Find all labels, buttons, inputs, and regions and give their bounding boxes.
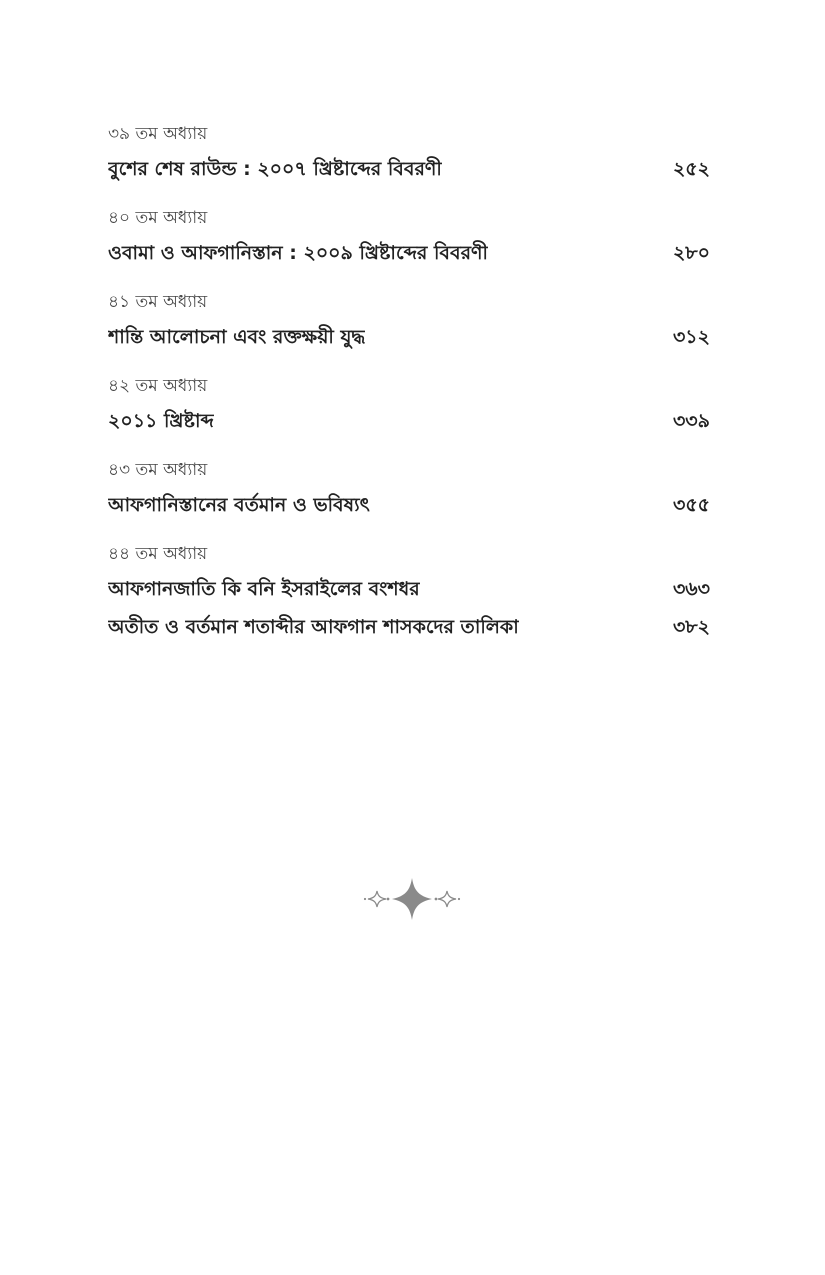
- toc-entry-page: ৩৩৯: [672, 410, 710, 432]
- toc-entry-title: ২০১১ খ্রিষ্টাব্দ: [108, 410, 214, 432]
- chapter-group-44: [108, 538, 710, 646]
- toc-entry-title: ওবামা ও আফগানিস্তান : ২০০৯ খ্রিষ্টাব্দের বিবরণী: [108, 242, 488, 264]
- toc-entry[interactable]: [108, 608, 710, 646]
- toc-entry[interactable]: [108, 234, 710, 272]
- chapter-label: ৪৪ তম অধ্যায়: [108, 544, 208, 564]
- toc-entry-page: ২৮০: [672, 242, 710, 264]
- chapter-group-42: [108, 370, 710, 440]
- toc-entry-title: আফগানজাতি কি বনি ইসরাইলের বংশধর: [108, 578, 420, 600]
- toc-entry-page: ৩৬৩: [672, 578, 710, 600]
- toc-entry-title: বুশের শেষ রাউন্ড : ২০০৭ খ্রিষ্টাব্দের বিবরণী: [108, 158, 442, 180]
- chapter-group-40: [108, 202, 710, 272]
- chapter-group-43: [108, 454, 710, 524]
- table-of-contents: [108, 118, 710, 660]
- toc-entry-title: অতীত ও বর্তমান শতাব্দীর আফগান শাসকদের তালিকা: [108, 616, 519, 638]
- chapter-label: ৪৩ তম অধ্যায়: [108, 460, 208, 480]
- chapter-label: ৩৯ তম অধ্যায়: [108, 124, 208, 144]
- chapter-group-41: [108, 286, 710, 356]
- toc-entry[interactable]: [108, 318, 710, 356]
- chapter-group-39: [108, 118, 710, 188]
- toc-entry[interactable]: [108, 486, 710, 524]
- chapter-label: ৪০ তম অধ্যায়: [108, 208, 208, 228]
- toc-entry-page: ২৫২: [672, 158, 710, 180]
- toc-entry[interactable]: [108, 402, 710, 440]
- toc-entry[interactable]: [108, 150, 710, 188]
- diamond-star-ornament-icon: [362, 876, 462, 922]
- toc-entry-page: ৩১২: [672, 326, 710, 348]
- toc-entry[interactable]: [108, 570, 710, 608]
- toc-entry-page: ৩৫৫: [672, 494, 710, 516]
- toc-entry-title: শান্তি আলোচনা এবং রক্তক্ষয়ী যুদ্ধ: [108, 326, 366, 348]
- chapter-label: ৪২ তম অধ্যায়: [108, 376, 208, 396]
- chapter-label: ৪১ তম অধ্যায়: [108, 292, 208, 312]
- toc-entry-title: আফগানিস্তানের বর্তমান ও ভবিষ্যৎ: [108, 494, 370, 516]
- toc-entry-page: ৩৮২: [672, 616, 710, 638]
